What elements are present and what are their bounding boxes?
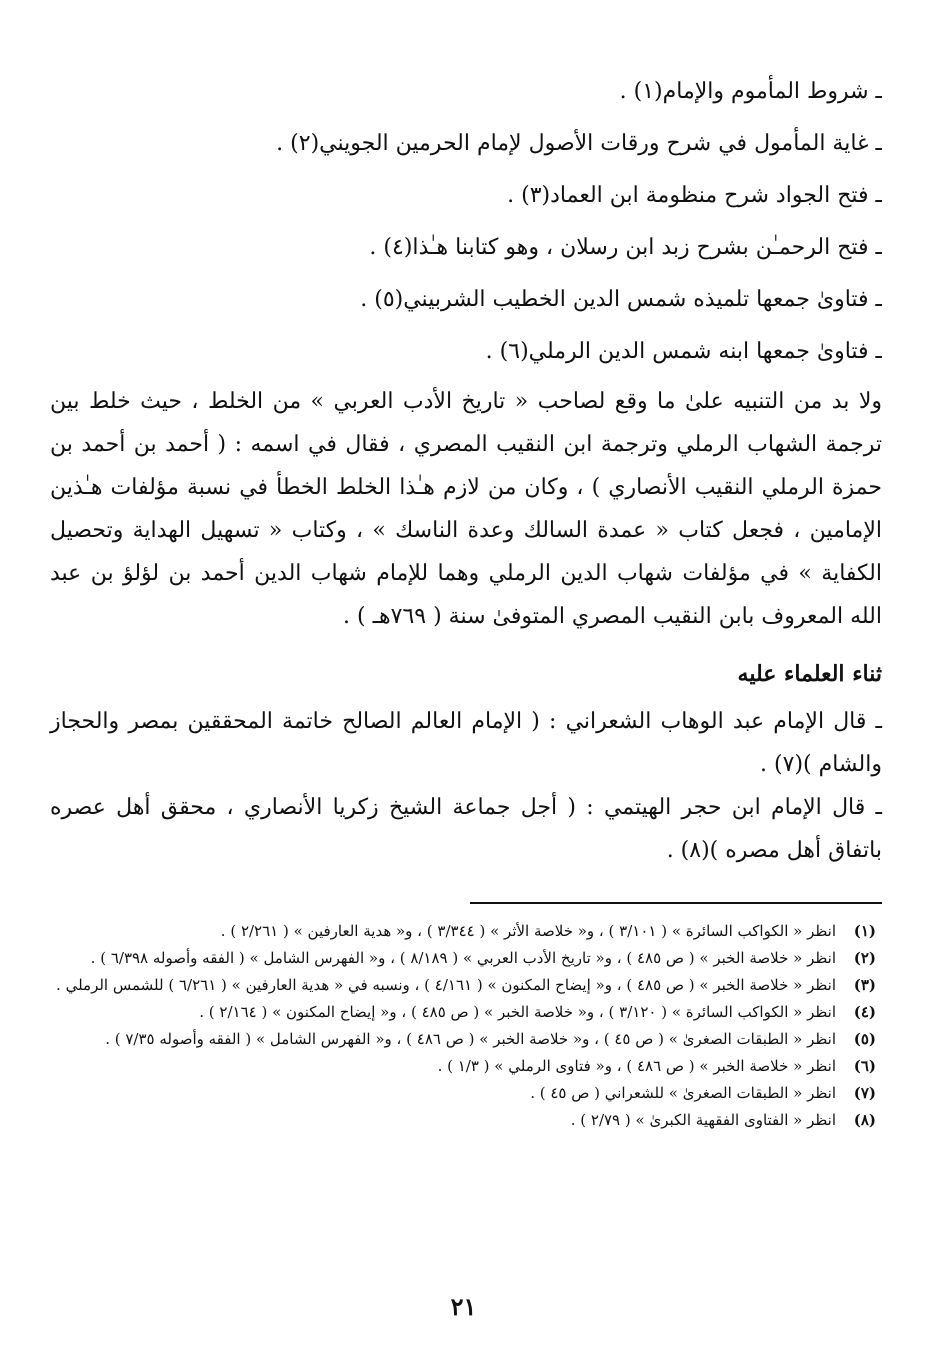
page-number: ٢١ (450, 1292, 477, 1321)
praise-quote: ـ قال الإمام عبد الوهاب الشعراني : ( الإمام العالم الصالح خاتمة المحققين بمصر والحجاز والشام )(٧) . (50, 709, 882, 777)
footnote-number: (٦) (853, 1057, 876, 1075)
works-list-item: ـ فتح الجواد شرح منظومة ابن العماد(٣) . (507, 183, 882, 208)
footnote-text: انظر « الفتاوى الفقهية الكبرىٰ » ( ٢/٧٩ ) . (570, 1111, 836, 1129)
works-list (50, 66, 882, 378)
footnote-number: (٥) (853, 1030, 876, 1048)
footnote-separator (470, 902, 882, 904)
footnote-number: (٤) (853, 1003, 876, 1021)
footnote (50, 1107, 882, 1134)
section-heading: ثناء العلماء عليه (737, 661, 882, 687)
works-list-item: ـ غاية المأمول في شرح ورقات الأصول لإمام الحرمين الجويني(٢) . (276, 131, 882, 156)
works-list-item: ـ فتاوىٰ جمعها تلميذه شمس الدين الخطيب الشربيني(٥) . (360, 287, 882, 312)
works-list-item: ـ شروط المأموم والإمام(١) . (619, 79, 882, 104)
footnote-number: (٣) (853, 976, 876, 994)
works-list-item: ـ فتاوىٰ جمعها ابنه شمس الدين الرملي(٦) . (485, 339, 882, 364)
footnote (50, 918, 882, 945)
works-list-item: ـ فتح الرحمـٰن بشرح زبد ابن رسلان ، وهو كتابنا هـٰذا(٤) . (369, 235, 882, 260)
footnote (50, 999, 882, 1026)
footnote-text: انظر « الطبقات الصغرىٰ » ( ص ٤٥ ) ، و« خلاصة الخبر » ( ص ٤٨٦ ) ، و« الفهرس الشامل » ( الفقه وأصوله ٧/٣٥ ) . (105, 1030, 836, 1048)
footnotes (50, 918, 882, 1134)
footnote (50, 1026, 882, 1053)
footnote-number: (٨) (853, 1111, 876, 1129)
page-body (50, 66, 882, 1336)
footnote-text: انظر « الكواكب السائرة » ( ٣/١٠١ ) ، و« خلاصة الأثر » ( ٣/٣٤٤ ) ، و« هدية العارفين » ( ٢/٢٦١ ) . (220, 922, 836, 940)
footnote (50, 945, 882, 972)
footnote-text: انظر « الكواكب السائرة » ( ٣/١٢٠ ) ، و« خلاصة الخبر » ( ص ٤٨٥ ) ، و« إيضاح المكنون » ( ٢/١٦٤ ) . (199, 1003, 836, 1021)
footnote-text: انظر « خلاصة الخبر » ( ص ٤٨٥ ) ، و« إيضاح المكنون » ( ٤/١٦١ ) ، ونسبه في « هدية العارفين » ( ٦/٢٦١ ) للشمس الرملي . (56, 976, 836, 994)
praise-quote: ـ قال الإمام ابن حجر الهيتمي : ( أجل جماعة الشيخ زكريا الأنصاري ، محقق أهل عصره باتفاق أهل مصره )(٨) . (50, 795, 882, 863)
footnote (50, 1080, 882, 1107)
footnote-text: انظر « خلاصة الخبر » ( ص ٤٨٥ ) ، و« تاريخ الأدب العربي » ( ٨/١٨٩ ) ، و« الفهرس الشامل » ( الفقه وأصوله ٦/٣٩٨ ) . (90, 949, 836, 967)
footnote-number: (٢) (853, 949, 876, 967)
footnote-number: (١) (853, 922, 876, 940)
body-paragraph: ولا بد من التنبيه علىٰ ما وقع لصاحب « تاريخ الأدب العربي » من الخلط ، حيث خلط بين ترجمة الشهاب الرملي وترجمة ابن النقيب المصري ، فقال في اسمه : ( أحمد بن أحمد بن حمزة الرملي النقيب الأنصاري ) ، وكان من لازم هـٰذا الخلط الخطأ في نسبة مؤلفات هـٰذين الإمامين ، فجعل كتاب « عمدة السالك وعدة الناسك » ، وكتاب « تسهيل الهداية وتحصيل الكفاية » في مؤلفات شهاب الدين الرملي وهما للإمام شهاب الدين أحمد بن لؤلؤ بن عبد الله المعروف بابن النقيب المصري المتوفىٰ سنة ( ٧٦٩هـ ) . (50, 389, 882, 629)
footnote-text: انظر « خلاصة الخبر » ( ص ٤٨٦ ) ، و« فتاوى الرملي » ( ١/٣ ) . (437, 1057, 836, 1075)
footnote (50, 1053, 882, 1080)
footnote-text: انظر « الطبقات الصغرىٰ » للشعراني ( ص ٤٥ ) . (530, 1084, 836, 1102)
footnote (50, 972, 882, 999)
footnote-number: (٧) (853, 1084, 876, 1102)
